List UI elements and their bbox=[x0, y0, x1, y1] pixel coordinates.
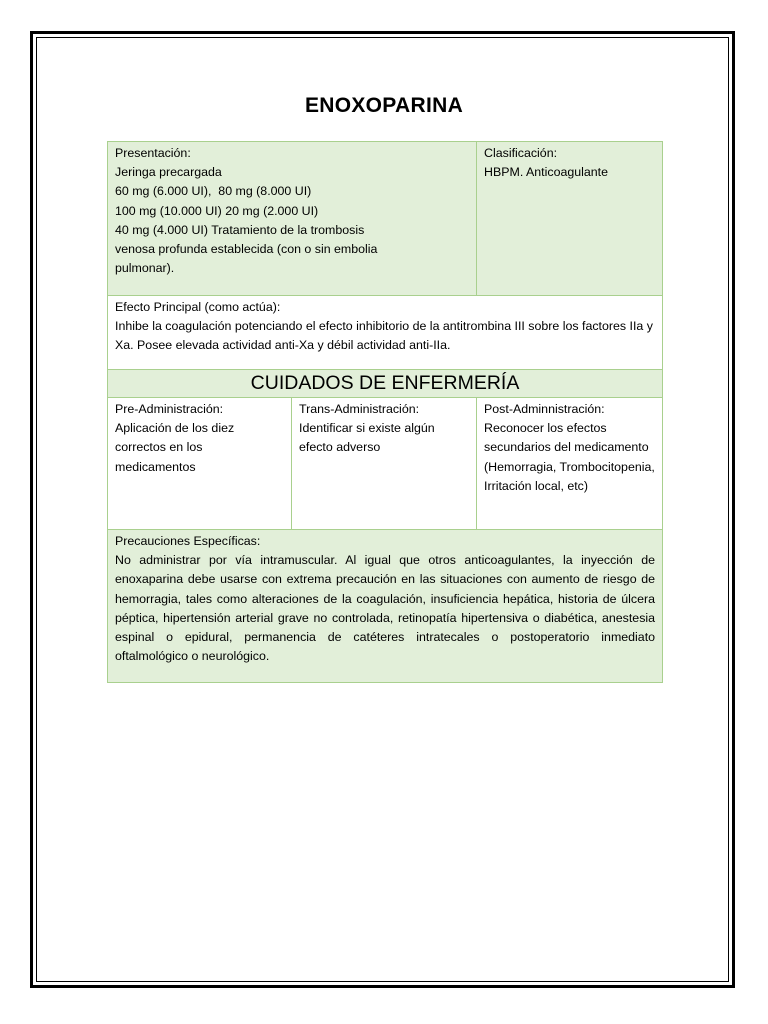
drug-card-table bbox=[107, 141, 663, 683]
pre-administracion-text: Aplicación de los diez correctos en los medicamentos bbox=[115, 421, 235, 474]
post-administracion-cell bbox=[477, 398, 663, 530]
presentacion-line: 40 mg (4.000 UI) Tratamiento de la trombosis bbox=[115, 222, 365, 237]
clasificacion-cell bbox=[477, 142, 663, 296]
trans-administracion-cell bbox=[292, 398, 477, 530]
trans-administracion-text: Identificar si existe algún efecto adverso bbox=[299, 421, 435, 455]
presentacion-line: Jeringa precargada bbox=[115, 165, 222, 180]
trans-administracion-label: Trans-Administración: bbox=[299, 402, 420, 416]
clasificacion-label: Clasificación: bbox=[484, 146, 558, 160]
presentacion-line: venosa profunda establecida (con o sin embolia bbox=[115, 242, 378, 257]
cuidados-heading: CUIDADOS DE ENFERMERÍA bbox=[108, 370, 663, 398]
efecto-label: Efecto Principal (como actúa): bbox=[115, 300, 281, 314]
page-title: ENOXOPARINA bbox=[304, 94, 464, 117]
precauciones-text: No administrar por vía intramuscular. Al igual que otros anticoagulantes, la inyección de enoxaparina debe usarse con extrema precaución en las situaciones con aumento de riesgo de hemorragia, tales como alteraciones de la coagulación, insuficiencia hepática, historia de úlcera péptica, hipertensión arterial grave no controlada, retinopatía hipertensiva o diabética, anestesia espinal o epidural, permanencia de catéteres intratecales o postoperatorio inmediato oftalmológico o neurológico. bbox=[115, 553, 656, 664]
pre-administracion-cell bbox=[108, 398, 292, 530]
post-administracion-text: Reconocer los efectos secundarios del medicamento (Hemorragia, Trombocitopenia, Irritación local, etc) bbox=[484, 421, 655, 493]
post-administracion-label: Post-Adminnistración: bbox=[484, 402, 605, 416]
pre-administracion-label: Pre-Administración: bbox=[115, 402, 224, 416]
presentacion-line: 60 mg (6.000 UI), 80 mg (8.000 UI) bbox=[115, 184, 312, 199]
efecto-text: Inhibe la coagulación potenciando el efecto inhibitorio de la antitrombina III sobre los factores IIa y Xa. Posee elevada actividad anti-Xa y débil actividad anti-IIa. bbox=[115, 319, 653, 353]
presentacion-line: 100 mg (10.000 UI) 20 mg (2.000 UI) bbox=[115, 203, 319, 218]
presentacion-cell bbox=[108, 142, 477, 296]
clasificacion-value: HBPM. Anticoagulante bbox=[484, 165, 609, 180]
presentacion-line: pulmonar). bbox=[115, 261, 175, 276]
presentacion-label: Presentación: bbox=[115, 146, 191, 160]
precauciones-cell bbox=[108, 530, 663, 683]
efecto-cell bbox=[108, 296, 663, 370]
precauciones-label: Precauciones Específicas: bbox=[115, 534, 261, 548]
